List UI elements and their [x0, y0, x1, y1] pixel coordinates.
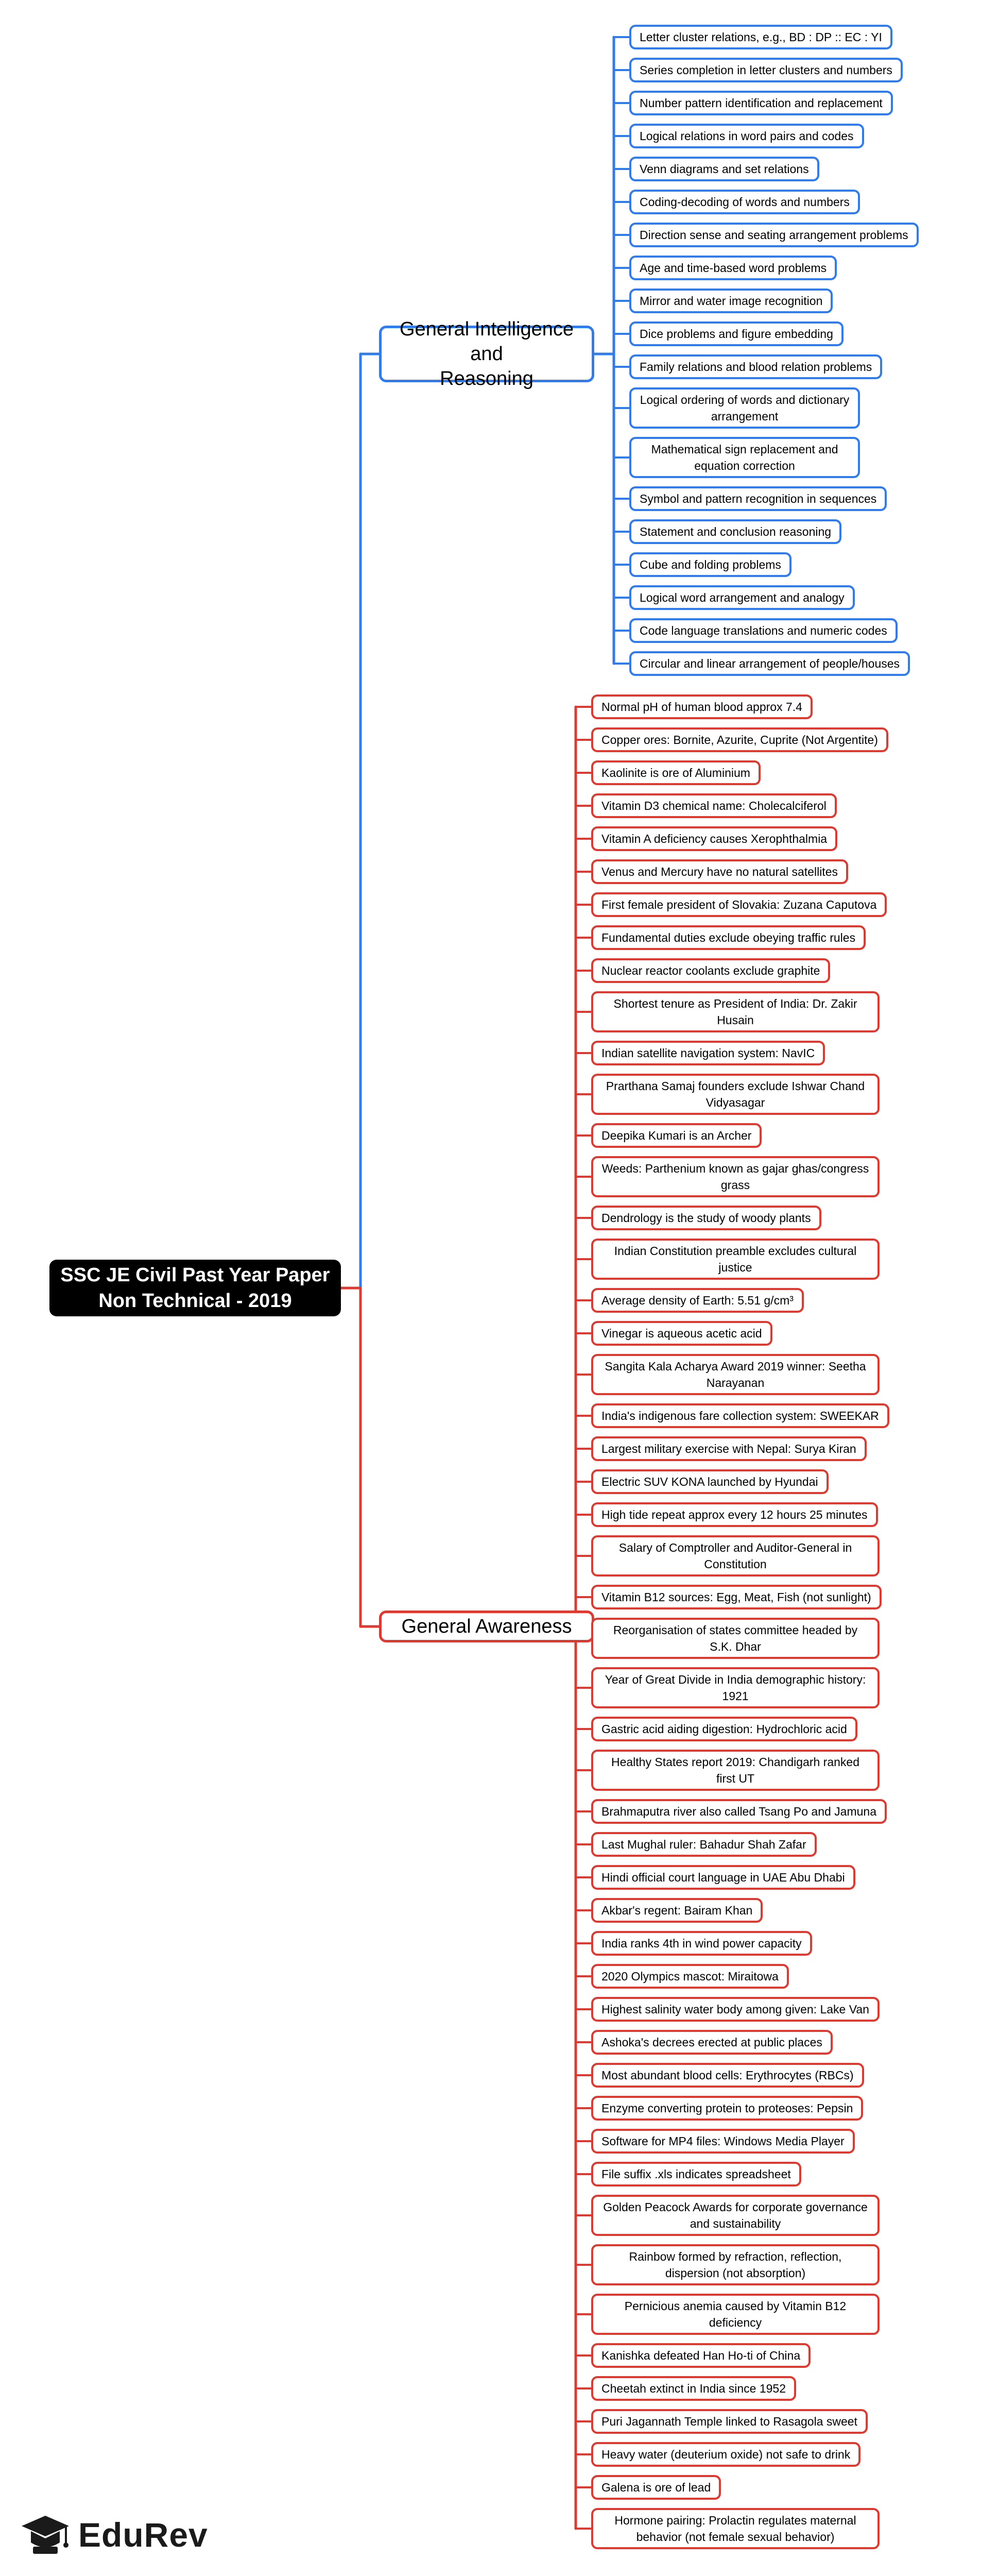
topic-label: Healthy States report 2019: Chandigarh ranked first UT: [611, 1755, 860, 1785]
topic-label: Copper ores: Bornite, Azurite, Cuprite (Not Argentite): [601, 733, 878, 747]
topic-label: Sangita Kala Acharya Award 2019 winner: Seetha Narayanan: [605, 1360, 866, 1389]
topic-node: [629, 289, 833, 313]
topic-label: Pernicious anemia caused by Vitamin B12 deficiency: [624, 2299, 847, 2329]
topic-node: [591, 1717, 857, 1741]
topic-label: Puri Jagannath Temple linked to Rasagola sweet: [601, 2415, 857, 2428]
topic-node: [629, 157, 819, 181]
topic-node: [591, 1898, 763, 1923]
branch-title-line-2: Reasoning: [440, 368, 533, 389]
topic-node: [591, 1997, 880, 2022]
topic-node: [591, 2294, 880, 2335]
graduation-cap-icon: [20, 2512, 71, 2558]
topic-node: [591, 2129, 855, 2154]
topic-node: [629, 618, 898, 643]
topic-node: [629, 387, 860, 429]
topic-node: [591, 1865, 855, 1890]
topic-label: Vitamin A deficiency causes Xerophthalmia: [601, 832, 828, 845]
topic-node: [591, 2096, 863, 2121]
topic-node: [591, 1288, 804, 1313]
topic-node: [629, 91, 893, 115]
topic-label: Age and time-based word problems: [640, 261, 827, 275]
topic-node: [591, 1123, 762, 1148]
topic-label: Vinegar is aqueous acetic acid: [601, 1327, 762, 1340]
topic-node: [591, 2030, 833, 2055]
topic-node: [591, 760, 761, 785]
topic-node: [591, 1156, 880, 1197]
topic-node: [591, 1585, 882, 1609]
brand-logo: [20, 2512, 208, 2558]
topic-node: [591, 1535, 880, 1577]
topic-label: Letter cluster relations, e.g., BD : DP :: EC : YI: [640, 30, 882, 44]
topic-node: [591, 727, 888, 752]
topic-label: Highest salinity water body among given: Lake Van: [601, 2003, 869, 2016]
topic-label: Ashoka's decrees erected at public places: [601, 2036, 822, 2049]
root-title: [60, 1262, 330, 1314]
root-title-line-1: SSC JE Civil Past Year Paper: [60, 1264, 330, 1286]
topic-node: [591, 1799, 887, 1824]
topic-node: [591, 1403, 889, 1428]
topic-node: [591, 1354, 880, 1395]
topic-label: Mirror and water image recognition: [640, 294, 823, 308]
topic-node: [591, 2442, 860, 2467]
topic-node: [629, 124, 864, 148]
topic-node: [629, 256, 837, 280]
topic-node: [591, 2376, 796, 2401]
topic-label: Brahmaputra river also called Tsang Po and Jamuna: [601, 1805, 876, 1818]
branch-title-line-1: General Awareness: [401, 1616, 572, 1637]
topic-label: Logical relations in word pairs and codes: [640, 129, 854, 143]
topic-label: Software for MP4 files: Windows Media Player: [601, 2134, 845, 2148]
topic-node: [629, 223, 919, 247]
topic-label: Prarthana Samaj founders exclude Ishwar Chand Vidyasagar: [606, 1079, 865, 1109]
topic-label: Statement and conclusion reasoning: [640, 525, 832, 538]
topic-label: Nuclear reactor coolants exclude graphite: [601, 964, 820, 977]
topic-node: [591, 859, 848, 884]
topic-label: Number pattern identification and replacement: [640, 96, 883, 110]
brand-name: EduRev: [78, 2516, 208, 2554]
topic-node: [591, 991, 880, 1032]
topic-label: Heavy water (deuterium oxide) not safe to drink: [601, 2448, 851, 2461]
topic-label: Indian satellite navigation system: NavIC: [601, 1046, 815, 1060]
topic-label: Galena is ore of lead: [601, 2481, 711, 2494]
branch-node-awareness: [379, 1611, 594, 1642]
topic-node: [591, 1321, 772, 1346]
topic-label: Deepika Kumari is an Archer: [601, 1129, 752, 1142]
topic-node: [591, 694, 813, 719]
topic-label: Indian Constitution preamble excludes cultural justice: [614, 1244, 857, 1274]
topic-label: Coding-decoding of words and numbers: [640, 195, 850, 209]
topic-node: [591, 1618, 880, 1659]
topic-label: Electric SUV KONA launched by Hyundai: [601, 1475, 818, 1488]
topic-label: Circular and linear arrangement of people/houses: [640, 657, 900, 670]
topic-label: Logical word arrangement and analogy: [640, 591, 845, 604]
topic-node: [591, 1239, 880, 1280]
topic-node: [591, 1964, 789, 1989]
topic-label: Fundamental duties exclude obeying traffic rules: [601, 931, 856, 944]
topic-node: [591, 1832, 817, 1857]
topic-label: Most abundant blood cells: Erythrocytes (RBCs): [601, 2069, 854, 2082]
topic-node: [629, 354, 882, 379]
topic-label: File suffix .xls indicates spreadsheet: [601, 2167, 791, 2181]
topic-node: [591, 1206, 821, 1230]
topic-label: Year of Great Divide in India demographic history: 1921: [605, 1673, 866, 1703]
topic-label: Shortest tenure as President of India: Dr. Zakir Husain: [613, 997, 857, 1027]
topic-label: Logical ordering of words and dictionary arrangement: [640, 393, 850, 423]
topic-node: [629, 486, 887, 511]
topic-label: First female president of Slovakia: Zuzana Caputova: [601, 898, 877, 911]
topic-label: Mathematical sign replacement and equation correction: [651, 443, 838, 472]
topic-label: Series completion in letter clusters and numbers: [640, 63, 892, 77]
topic-node: [591, 793, 837, 818]
topic-node: [629, 58, 903, 82]
topic-node: [591, 2162, 801, 2187]
topic-label: Cheetah extinct in India since 1952: [601, 2382, 786, 2395]
topic-node: [591, 1931, 812, 1956]
topic-label: Golden Peacock Awards for corporate governance and sustainability: [603, 2200, 868, 2230]
topic-label: Akbar's regent: Bairam Khan: [601, 1904, 753, 1917]
topic-label: Dice problems and figure embedding: [640, 327, 833, 341]
topic-label: Hindi official court language in UAE Abu Dhabi: [601, 1871, 845, 1884]
topic-label: Hormone pairing: Prolactin regulates maternal behavior (not female sexual behavior): [614, 2514, 856, 2544]
topic-label: Venus and Mercury have no natural satellites: [601, 865, 838, 878]
topic-node: [591, 826, 837, 851]
topic-node: [591, 1469, 829, 1494]
branch-title: [402, 1614, 572, 1639]
root-title-line-2: Non Technical - 2019: [98, 1290, 292, 1312]
topic-label: Weeds: Parthenium known as gajar ghas/congress grass: [601, 1162, 869, 1192]
topic-label: 2020 Olympics mascot: Miraitowa: [601, 1970, 779, 1983]
topic-node: [629, 437, 860, 478]
topic-node: [591, 925, 866, 950]
branch-node-reasoning: [379, 318, 594, 389]
topic-node: [591, 2195, 880, 2236]
topic-node: [629, 321, 844, 346]
topic-label: Kaolinite is ore of Aluminium: [601, 766, 750, 779]
branch-title-line-1: General Intelligence and: [400, 318, 574, 365]
topic-node: [629, 25, 892, 49]
topic-label: Vitamin B12 sources: Egg, Meat, Fish (not sunlight): [601, 1590, 871, 1604]
topic-label: Gastric acid aiding digestion: Hydrochloric acid: [601, 1722, 847, 1736]
topic-node: [591, 1667, 880, 1708]
topic-node: [591, 1750, 880, 1791]
topic-node: [629, 190, 860, 214]
topic-node: [591, 1074, 880, 1115]
topic-label: Kanishka defeated Han Ho-ti of China: [601, 2349, 801, 2362]
topic-node: [591, 2508, 880, 2549]
topic-node: [591, 2343, 811, 2368]
topic-label: Venn diagrams and set relations: [640, 162, 809, 176]
topic-label: Cube and folding problems: [640, 558, 781, 571]
topic-node: [591, 1436, 867, 1461]
topic-node: [591, 2475, 721, 2500]
topic-node: [629, 651, 910, 676]
branch-title: [382, 317, 592, 391]
topic-label: Code language translations and numeric codes: [640, 624, 887, 637]
topic-label: Salary of Comptroller and Auditor-General in Constitution: [618, 1541, 852, 1571]
topic-label: Dendrology is the study of woody plants: [601, 1211, 811, 1225]
topic-label: India ranks 4th in wind power capacity: [601, 1937, 802, 1950]
topic-node: [629, 585, 855, 610]
topic-node: [591, 892, 887, 917]
topic-node: [591, 1041, 825, 1065]
topic-label: Direction sense and seating arrangement problems: [640, 228, 908, 242]
topic-label: High tide repeat approx every 12 hours 25 minutes: [601, 1508, 868, 1521]
topic-node: [591, 2409, 868, 2434]
root-node: [49, 1260, 341, 1316]
topic-label: Family relations and blood relation problems: [640, 360, 872, 374]
topic-node: [591, 2063, 864, 2088]
topic-label: Normal pH of human blood approx 7.4: [601, 700, 802, 714]
topic-label: India's indigenous fare collection system: SWEEKAR: [601, 1409, 879, 1422]
topic-node: [629, 519, 841, 544]
topic-label: Largest military exercise with Nepal: Surya Kiran: [601, 1442, 856, 1455]
topic-label: Last Mughal ruler: Bahadur Shah Zafar: [601, 1838, 806, 1851]
topic-label: Vitamin D3 chemical name: Cholecalciferol: [601, 799, 827, 812]
topic-label: Enzyme converting protein to proteoses: Pepsin: [601, 2102, 853, 2115]
topic-label: Symbol and pattern recognition in sequences: [640, 492, 877, 505]
topic-label: Average density of Earth: 5.51 g/cm³: [601, 1294, 794, 1307]
topic-node: [591, 2244, 880, 2285]
topic-label: Reorganisation of states committee headed by S.K. Dhar: [613, 1623, 858, 1653]
topic-label: Rainbow formed by refraction, reflection, dispersion (not absorption): [629, 2250, 842, 2280]
topic-node: [591, 958, 830, 983]
topic-node: [629, 552, 791, 577]
topic-node: [591, 1502, 878, 1527]
